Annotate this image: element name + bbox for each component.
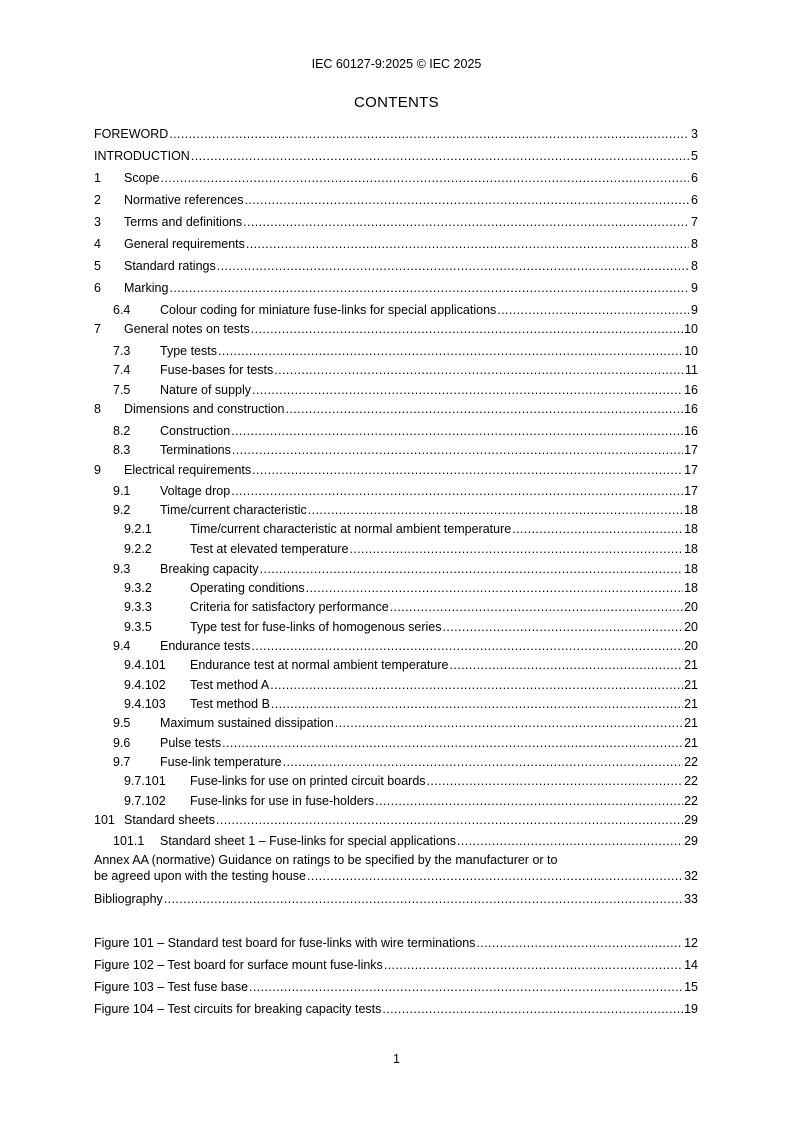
leader-dots: [271, 697, 683, 712]
leader-dots: [231, 424, 683, 439]
toc-entry[interactable]: [94, 522, 698, 537]
toc-entry-number: 101: [94, 813, 115, 827]
toc-entry[interactable]: [94, 281, 698, 296]
toc-entry-title: Time/current characteristic: [160, 503, 307, 517]
toc-entry-number: 9.5: [113, 716, 131, 730]
toc-entry-title: General notes on tests: [124, 322, 250, 336]
toc-entry[interactable]: [94, 620, 698, 635]
page-title: CONTENTS: [354, 94, 439, 111]
toc-annex-entry[interactable]: [94, 869, 698, 884]
leader-dots: [160, 171, 689, 186]
toc-entry-page: 16: [684, 383, 698, 397]
figure-list-entry[interactable]: [94, 936, 698, 951]
leader-dots: [252, 383, 683, 398]
toc-entry[interactable]: [94, 794, 698, 809]
figure-list-entry[interactable]: [94, 1002, 698, 1017]
toc-entry-page: 19: [684, 1002, 698, 1016]
toc-entry[interactable]: [94, 171, 698, 186]
toc-entry-number: 6.4: [113, 303, 131, 317]
toc-entry-title: Scope: [124, 171, 160, 185]
toc-entry-page: 29: [684, 834, 698, 848]
toc-entry-page: 18: [684, 503, 698, 517]
toc-entry[interactable]: [94, 402, 698, 417]
toc-entry-page: 3: [691, 127, 698, 141]
toc-entry-page: 18: [684, 542, 698, 556]
toc-entry-page: 8: [691, 259, 698, 273]
leader-dots: [308, 503, 683, 518]
toc-entry-page: 9: [691, 303, 698, 317]
toc-entry-number: 9.7.101: [124, 774, 166, 788]
toc-entry-page: 21: [684, 736, 698, 750]
leader-dots: [427, 774, 684, 789]
toc-entry-title: Fuse-links for use on printed circuit boards: [190, 774, 426, 788]
leader-dots: [252, 463, 683, 478]
toc-entry[interactable]: [94, 736, 698, 751]
figure-list-entry[interactable]: [94, 980, 698, 995]
leader-dots: [169, 127, 689, 142]
toc-entry-number: 9.7.102: [124, 794, 166, 808]
toc-entry-title: FOREWORD: [94, 127, 169, 141]
toc-entry-title: Endurance test at normal ambient temperature: [190, 658, 449, 672]
leader-dots: [217, 259, 689, 274]
toc-entry-title: Bibliography: [94, 892, 163, 906]
leader-dots: [246, 237, 689, 252]
toc-entry-title: Electrical requirements: [124, 463, 252, 477]
figure-list-entry[interactable]: [94, 958, 698, 973]
toc-entry-page: 7: [691, 215, 698, 229]
toc-entry-title: Dimensions and construction: [124, 402, 285, 416]
toc-entry-page: 18: [684, 562, 698, 576]
toc-annex-title[interactable]: Annex AA (normative) Guidance on ratings to be specified by the manufacturer or to: [94, 853, 558, 867]
toc-entry[interactable]: [94, 127, 698, 142]
toc-entry-title: Maximum sustained dissipation: [160, 716, 334, 730]
toc-entry-number: 9.3.5: [124, 620, 152, 634]
toc-entry-title: Voltage drop: [160, 484, 231, 498]
toc-entry-page: 17: [684, 484, 698, 498]
toc-entry-page: 9: [691, 281, 698, 295]
leader-dots: [216, 813, 683, 828]
toc-entry-page: 6: [691, 171, 698, 185]
leader-dots: [251, 639, 683, 654]
toc-entry-title: Breaking capacity: [160, 562, 259, 576]
toc-entry-page: 18: [684, 522, 698, 536]
toc-entry-title: Endurance tests: [160, 639, 251, 653]
toc-entry-number: 9.7: [113, 755, 131, 769]
toc-entry-page: 22: [684, 774, 698, 788]
toc-entry[interactable]: [94, 697, 698, 712]
toc-entry-title: INTRODUCTION: [94, 149, 190, 163]
toc-entry[interactable]: [94, 463, 698, 478]
leader-dots: [283, 755, 684, 770]
toc-entry[interactable]: [94, 774, 698, 789]
leader-dots: [449, 658, 683, 673]
toc-entry-number: 9.3.2: [124, 581, 152, 595]
toc-entry-title: Terminations: [160, 443, 231, 457]
toc-entry-page: 29: [684, 813, 698, 827]
toc-entry-number: 9.4.101: [124, 658, 166, 672]
toc-entry-page: 22: [684, 755, 698, 769]
toc-entry[interactable]: [94, 443, 698, 458]
toc-entry-page: 20: [684, 620, 698, 634]
leader-dots: [349, 542, 683, 557]
toc-entry-page: 12: [684, 936, 698, 950]
toc-entry[interactable]: [94, 215, 698, 230]
toc-entry[interactable]: [94, 149, 698, 164]
toc-entry-title: General requirements: [124, 237, 245, 251]
toc-entry-page: 10: [684, 322, 698, 336]
toc-entry-number: 8.2: [113, 424, 131, 438]
toc-entry[interactable]: [94, 834, 698, 849]
leader-dots: [232, 443, 683, 458]
toc-entry[interactable]: [94, 259, 698, 274]
toc-entry-number: 1: [94, 171, 101, 185]
toc-entry-number: 9.6: [113, 736, 131, 750]
toc-entry-title: Standard ratings: [124, 259, 216, 273]
toc-entry-page: 20: [684, 639, 698, 653]
toc-entry-number: 9.2.2: [124, 542, 152, 556]
toc-entry-page: 32: [684, 869, 698, 883]
leader-dots: [249, 980, 683, 995]
toc-entry-number: 7.4: [113, 363, 131, 377]
leader-dots: [476, 936, 683, 951]
leader-dots: [274, 363, 684, 378]
toc-entry-page: 17: [684, 443, 698, 457]
leader-dots: [375, 794, 683, 809]
toc-entry[interactable]: [94, 658, 698, 673]
toc-entry-number: 8: [94, 402, 101, 416]
toc-entry[interactable]: [94, 363, 698, 378]
toc-entry-page: 8: [691, 237, 698, 251]
toc-entry-title: Standard sheet 1 – Fuse-links for special applications: [160, 834, 456, 848]
leader-dots: [306, 581, 683, 596]
leader-dots: [497, 303, 689, 318]
leader-dots: [164, 892, 683, 907]
toc-entry-number: 9.4.103: [124, 697, 166, 711]
toc-entry-number: 7.5: [113, 383, 131, 397]
toc-entry[interactable]: [94, 813, 698, 828]
leader-dots: [191, 149, 689, 164]
toc-entry-title: Type test for fuse-links of homogenous series: [190, 620, 442, 634]
toc-entry-page: 14: [684, 958, 698, 972]
toc-entry-title: Construction: [160, 424, 231, 438]
leader-dots: [382, 1002, 683, 1017]
toc-entry-title: Marking: [124, 281, 169, 295]
toc-entry-title: Fuse-bases for tests: [160, 363, 274, 377]
toc-entry-number: 3: [94, 215, 101, 229]
toc-entry[interactable]: [94, 484, 698, 499]
toc-entry-page: 5: [691, 149, 698, 163]
toc-entry-page: 10: [684, 344, 698, 358]
toc-entry-title: Fuse-link temperature: [160, 755, 282, 769]
toc-entry[interactable]: [94, 755, 698, 770]
toc-entry[interactable]: [94, 424, 698, 439]
leader-dots: [243, 215, 689, 230]
toc-entry[interactable]: [94, 581, 698, 596]
toc-entry-number: 8.3: [113, 443, 131, 457]
leader-dots: [260, 562, 683, 577]
leader-dots: [222, 736, 683, 751]
toc-entry-page: 21: [684, 678, 698, 692]
toc-entry-page: 21: [684, 697, 698, 711]
toc-entry-title: Figure 103 – Test fuse base: [94, 980, 249, 994]
toc-entry-page: 20: [684, 600, 698, 614]
toc-entry-page: 18: [684, 581, 698, 595]
toc-entry-title: Fuse-links for use in fuse-holders: [190, 794, 375, 808]
toc-entry[interactable]: [94, 639, 698, 654]
leader-dots: [231, 484, 683, 499]
toc-entry[interactable]: [94, 193, 698, 208]
toc-entry-number: 9.3.3: [124, 600, 152, 614]
toc-entry-page: 15: [684, 980, 698, 994]
toc-entry-title: Figure 104 – Test circuits for breaking capacity tests: [94, 1002, 382, 1016]
toc-entry-number: 6: [94, 281, 101, 295]
toc-entry-page: 33: [684, 892, 698, 906]
toc-entry-number: 9.1: [113, 484, 131, 498]
leader-dots: [245, 193, 690, 208]
leader-dots: [443, 620, 684, 635]
leader-dots: [512, 522, 683, 537]
toc-entry-title: Type tests: [160, 344, 217, 358]
toc-entry[interactable]: [94, 383, 698, 398]
toc-entry[interactable]: [94, 716, 698, 731]
toc-entry[interactable]: [94, 542, 698, 557]
toc-entry-number: 4: [94, 237, 101, 251]
toc-entry[interactable]: [94, 678, 698, 693]
toc-entry-number: 9.3: [113, 562, 131, 576]
toc-entry[interactable]: [94, 562, 698, 577]
toc-entry-page: 16: [684, 424, 698, 438]
toc-entry-number: 5: [94, 259, 101, 273]
toc-entry[interactable]: [94, 237, 698, 252]
toc-entry-title: be agreed upon with the testing house: [94, 869, 306, 883]
leader-dots: [251, 322, 683, 337]
toc-entry-title: Colour coding for miniature fuse-links for special applications: [160, 303, 497, 317]
toc-entry-title: Operating conditions: [190, 581, 305, 595]
leader-dots: [270, 678, 683, 693]
toc-entry-number: 7.3: [113, 344, 131, 358]
leader-dots: [335, 716, 683, 731]
leader-dots: [384, 958, 683, 973]
toc-entry-title: Nature of supply: [160, 383, 252, 397]
leader-dots: [390, 600, 683, 615]
toc-entry-title: Normative references: [124, 193, 244, 207]
leader-dots: [286, 402, 684, 417]
toc-entry-title: Pulse tests: [160, 736, 222, 750]
toc-entry-page: 21: [684, 658, 698, 672]
leader-dots: [457, 834, 683, 849]
toc-entry[interactable]: [94, 503, 698, 518]
page-number: 1: [393, 1052, 400, 1066]
toc-entry-title: Time/current characteristic at normal ambient temperature: [190, 522, 512, 536]
toc-entry-number: 9: [94, 463, 101, 477]
toc-entry-title: Test method B: [190, 697, 270, 711]
toc-entry-title: Test method A: [190, 678, 270, 692]
toc-entry-page: 17: [684, 463, 698, 477]
toc-entry-page: 21: [684, 716, 698, 730]
toc-entry-page: 11: [685, 363, 698, 377]
toc-entry-title: Test at elevated temperature: [190, 542, 349, 556]
leader-dots: [169, 281, 689, 296]
leader-dots: [218, 344, 683, 359]
toc-entry-number: 9.4: [113, 639, 131, 653]
toc-entry-title: Figure 101 – Standard test board for fuse-links with wire terminations: [94, 936, 476, 950]
toc-bibliography-entry[interactable]: [94, 892, 698, 907]
toc-entry-page: 6: [691, 193, 698, 207]
toc-entry-number: 101.1: [113, 834, 145, 848]
toc-entry[interactable]: [94, 344, 698, 359]
toc-entry-page: 16: [684, 402, 698, 416]
toc-entry-number: 9.4.102: [124, 678, 166, 692]
toc-entry-title: Standard sheets: [124, 813, 216, 827]
leader-dots: [307, 869, 683, 884]
toc-entry[interactable]: [94, 303, 698, 318]
toc-entry[interactable]: [94, 600, 698, 615]
toc-entry-title: Criteria for satisfactory performance: [190, 600, 389, 614]
page-header: IEC 60127-9:2025 © IEC 2025: [311, 57, 482, 71]
toc-entry-number: 2: [94, 193, 101, 207]
toc-entry-number: 9.2: [113, 503, 131, 517]
toc-entry-number: 9.2.1: [124, 522, 152, 536]
toc-entry-title: Figure 102 – Test board for surface mount fuse-links: [94, 958, 383, 972]
toc-entry-page: 22: [684, 794, 698, 808]
toc-entry[interactable]: [94, 322, 698, 337]
toc-entry-number: 7: [94, 322, 101, 336]
toc-entry-title: Terms and definitions: [124, 215, 243, 229]
